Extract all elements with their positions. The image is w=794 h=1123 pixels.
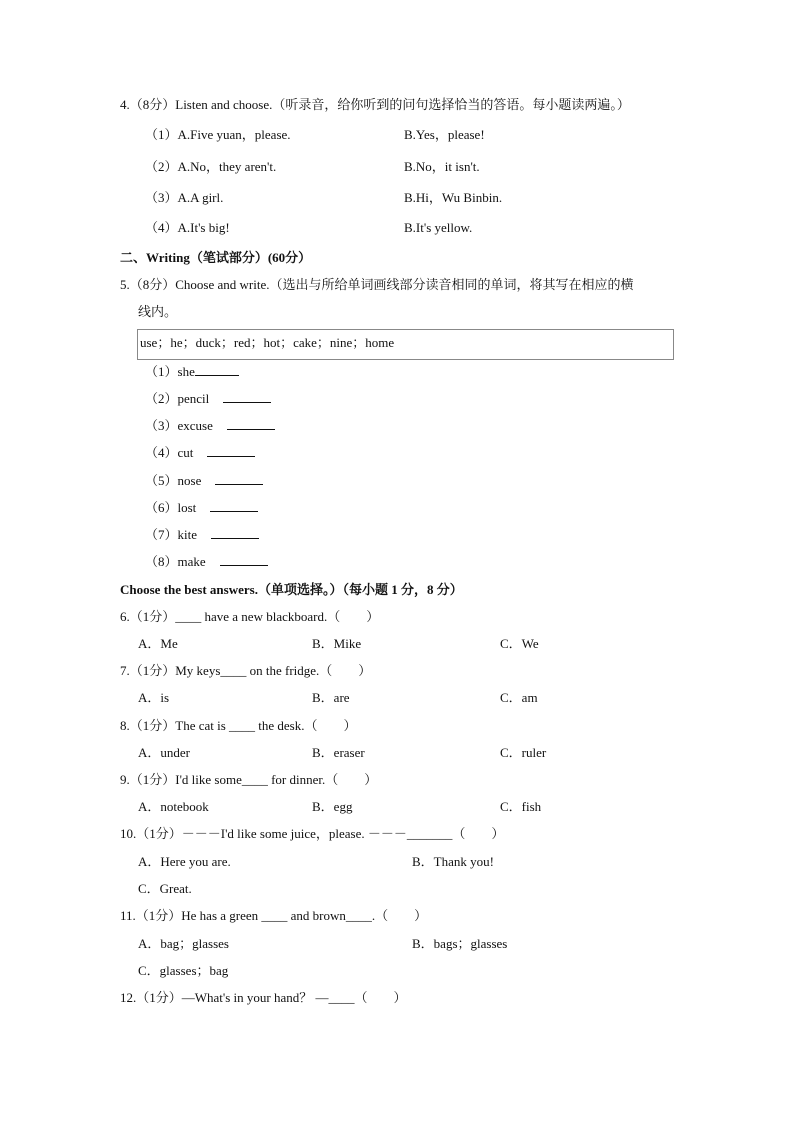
option-a: A.A girl. — [177, 190, 224, 205]
q8-stem: 8.（1分）The cat is ____ the desk.（ ） — [120, 718, 357, 733]
answer-blank[interactable] — [195, 363, 239, 376]
q5-stem-line1: 5.（8分）Choose and write.（选出与所给单词画线部分读音相同的单词，将其写在相应的横 — [120, 277, 634, 292]
answer-blank[interactable] — [227, 417, 275, 430]
q4-item-4 — [145, 219, 230, 237]
q11-stem: 11.（1分）He has a green ____ and brown____.（ ） — [120, 908, 428, 923]
q7-option-a[interactable]: A．is — [138, 690, 170, 705]
q11-option-c[interactable]: C．glasses；bag — [138, 963, 229, 978]
item-number: （4） — [145, 220, 178, 235]
q4-item-1-option-b: B.Yes，please! — [404, 127, 485, 142]
answer-blank[interactable] — [220, 553, 268, 566]
item-number: （4） — [145, 445, 178, 460]
q12-stem: 12.（1分）—What's in your hand？ —____（ ） — [120, 990, 407, 1005]
q10-option-c[interactable]: C．Great. — [138, 881, 192, 896]
answer-blank[interactable] — [215, 472, 263, 485]
q9-stem: 9.（1分）I'd like some____ for dinner.（ ） — [120, 772, 378, 787]
q5-item-4 — [145, 444, 255, 462]
q6-option-b[interactable]: B．Mike — [312, 636, 362, 651]
q9-option-c[interactable]: C．fish — [500, 799, 542, 814]
q5-item-8 — [145, 553, 268, 571]
q4-stem: 4.（8分）Listen and choose.（听录音，给你听到的问句选择恰当的答语。每小题读两遍。） — [120, 97, 630, 112]
option-a: A.It's big! — [177, 220, 230, 235]
item-number: （1） — [145, 127, 178, 142]
q6-option-c[interactable]: C．We — [500, 636, 539, 651]
item-number: （1） — [145, 364, 178, 379]
item-number: （3） — [145, 418, 178, 433]
q9-option-a[interactable]: A．notebook — [138, 799, 209, 814]
item-word: cut — [177, 445, 194, 460]
answer-blank[interactable] — [223, 390, 271, 403]
q9-option-b[interactable]: B．egg — [312, 799, 353, 814]
q5-item-5 — [145, 472, 263, 490]
q5-item-7 — [145, 526, 259, 544]
q4-item-1 — [145, 126, 291, 144]
item-number: （7） — [145, 527, 178, 542]
q4-item-2 — [145, 158, 276, 176]
answer-blank[interactable] — [210, 499, 258, 512]
item-word: she — [177, 364, 195, 379]
word-bank-box — [137, 329, 674, 360]
q4-item-2-option-b: B.No，it isn't. — [404, 159, 480, 174]
q7-stem: 7.（1分）My keys____ on the fridge.（ ） — [120, 663, 372, 678]
q10-option-b[interactable]: B．Thank you! — [412, 854, 494, 869]
q7-option-b[interactable]: B．are — [312, 690, 350, 705]
writing-heading: 二、Writing（笔试部分）(60分） — [120, 250, 312, 265]
q5-item-3 — [145, 417, 275, 435]
item-word: nose — [177, 473, 202, 488]
option-a: A.No，they aren't. — [177, 159, 277, 174]
item-word: make — [177, 554, 206, 569]
q11-option-b[interactable]: B．bags；glasses — [412, 936, 508, 951]
q7-option-c[interactable]: C．am — [500, 690, 538, 705]
item-number: （2） — [145, 159, 178, 174]
q8-option-b[interactable]: B．eraser — [312, 745, 365, 760]
q4-item-4-option-b: B.It's yellow. — [404, 220, 473, 235]
q5-item-1 — [145, 363, 239, 381]
item-number: （8） — [145, 554, 178, 569]
item-number: （6） — [145, 500, 178, 515]
q5-stem-line2: 线内。 — [138, 304, 178, 319]
q4-item-3-option-b: B.Hi，Wu Binbin. — [404, 190, 503, 205]
q8-option-c[interactable]: C．ruler — [500, 745, 547, 760]
q6-option-a[interactable]: A．Me — [138, 636, 178, 651]
item-word: kite — [177, 527, 198, 542]
item-number: （5） — [145, 473, 178, 488]
item-word: pencil — [177, 391, 210, 406]
answer-blank[interactable] — [207, 444, 255, 457]
item-number: （3） — [145, 190, 178, 205]
answer-blank[interactable] — [211, 526, 259, 539]
q5-item-6 — [145, 499, 258, 517]
q8-option-a[interactable]: A．under — [138, 745, 190, 760]
word-bank: use；he；duck；red；hot；cake；nine；home — [140, 335, 395, 350]
item-word: lost — [177, 500, 197, 515]
item-word: excuse — [177, 418, 213, 433]
q5-item-2 — [145, 390, 271, 408]
option-a: A.Five yuan，please. — [177, 127, 291, 142]
q4-item-3 — [145, 189, 223, 207]
q11-option-a[interactable]: A．bag；glasses — [138, 936, 229, 951]
choose-heading: Choose the best answers.（单项选择。）（每小题 1 分，8 分） — [120, 582, 463, 597]
q6-stem: 6.（1分）____ have a new blackboard.（ ） — [120, 609, 380, 624]
item-number: （2） — [145, 391, 178, 406]
q10-stem: 10.（1分）－－－I'd like some juice，please. －－－_______（ ） — [120, 826, 505, 841]
q10-option-a[interactable]: A．Here you are. — [138, 854, 231, 869]
